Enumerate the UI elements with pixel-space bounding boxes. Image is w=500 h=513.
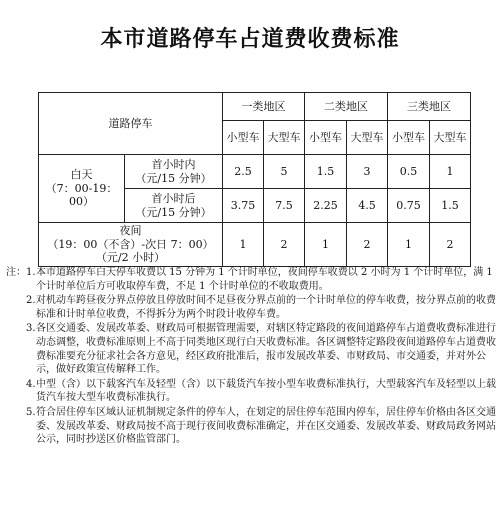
header-region-2: 二类地区 (305, 93, 388, 121)
night-label: 夜间 (119, 223, 142, 237)
note-text: 中型（含）以下载客汽车及轻型（含）以下载货汽车按小型车收费标准执行，大型载客汽车及轻型以上载货汽车按大型车收费标准执行。 (36, 378, 496, 404)
note-number: 2. (26, 295, 36, 307)
page-title: 本市道路停车占道费收费标准 (100, 27, 400, 52)
value-cell: 2 (430, 223, 471, 267)
note-text: 各区交通委、发展改革委、财政局可根据管理需要，对辖区特定路段的夜间道路停车占道费收费标准进行动态调整，收费标准原则上不高于同类地区现行白天收费标准。各区调整特定路段夜间道路停车占道费收费标准要充分征求社会各方意见，经区政府批准后，报市发展改革委、市财政局、市交通委，并对外公示，做好政策宣传解释工作。 (36, 323, 496, 376)
value-cell: 7.5 (264, 189, 305, 223)
table-row-night (39, 223, 471, 267)
fee-table (38, 92, 471, 267)
value-cell: 1 (223, 223, 264, 267)
value-cell: 1 (305, 223, 347, 267)
header-small-car-3: 小型车 (388, 121, 430, 155)
value-cell: 2.25 (305, 189, 347, 223)
header-large-car-3: 大型车 (430, 121, 471, 155)
header-region-3: 三类地区 (388, 93, 471, 121)
value-cell: 5 (264, 155, 305, 189)
after-hour-cell (125, 189, 223, 223)
value-cell: 1 (430, 155, 471, 189)
first-hour-label: 首小时内 (151, 157, 196, 171)
note-item-5 (6, 406, 496, 447)
value-cell: 4.5 (347, 189, 388, 223)
value-cell: 2 (264, 223, 305, 267)
note-item-1 (6, 266, 496, 293)
header-large-car-1: 大型车 (264, 121, 305, 155)
note-number: 1. (26, 267, 36, 278)
note-number: 3. (26, 323, 36, 335)
night-cell (39, 223, 223, 267)
note-item-4 (6, 378, 496, 405)
value-cell: 2 (347, 223, 388, 267)
value-cell: 3 (347, 155, 388, 189)
night-unit: （元/2 小时） (95, 251, 166, 265)
first-hour-unit: （元/15 分钟） (135, 171, 212, 185)
after-hour-unit: （元/15 分钟） (135, 205, 212, 219)
note-text: 对机动车跨昼夜分界点停放且停放时间不足昼夜分界点前的一个计时单位的停车收费，按分界点前的收费标准和计时单位收费，不得拆分为两个时段计收停车费。 (36, 295, 496, 320)
table-row-first-hour (39, 155, 471, 189)
note-number: 4. (26, 378, 36, 390)
note-item-3 (6, 322, 496, 376)
night-hours: （19：00（不含）-次日 7：00） (47, 237, 214, 251)
header-road-parking: 道路停车 (39, 93, 223, 155)
first-hour-cell (125, 155, 223, 189)
daytime-cell (39, 155, 125, 223)
daytime-hours: （7：00-19：00） (45, 181, 118, 209)
note-text: 本市道路停车白天停车收费以 15 分钟为 1 个计时单位，夜间停车收费以 2 小时为 1 个计时单位，满 1 个计时单位后方可收取停车费，不足 1 个计时单位的不收取费用。 (36, 267, 493, 292)
value-cell: 1.5 (430, 189, 471, 223)
value-cell: 3.75 (223, 189, 264, 223)
value-cell: 0.5 (388, 155, 430, 189)
header-small-car-2: 小型车 (305, 121, 347, 155)
value-cell: 1 (388, 223, 430, 267)
value-cell: 1.5 (305, 155, 347, 189)
daytime-label: 白天 (70, 167, 93, 181)
header-region-1: 一类地区 (223, 93, 305, 121)
after-hour-label: 首小时后 (151, 191, 196, 205)
note-number: 5. (26, 406, 36, 418)
notes-lead: 注： (6, 267, 26, 278)
notes (6, 266, 496, 447)
note-item-2 (6, 294, 496, 321)
header-small-car-1: 小型车 (223, 121, 264, 155)
note-text: 符合居住停车区域认证机制规定条件的停车人，在划定的居住停车范围内停车，居住停车价格由各区交通委、发展改革委、财政局按不高于现行夜间收费标准确定，并在区交通委、发展改革委、财政局政务网站公示，同时抄送区价格监管部门。 (36, 406, 496, 446)
value-cell: 0.75 (388, 189, 430, 223)
value-cell: 2.5 (223, 155, 264, 189)
table-header-row (39, 93, 471, 121)
header-large-car-2: 大型车 (347, 121, 388, 155)
